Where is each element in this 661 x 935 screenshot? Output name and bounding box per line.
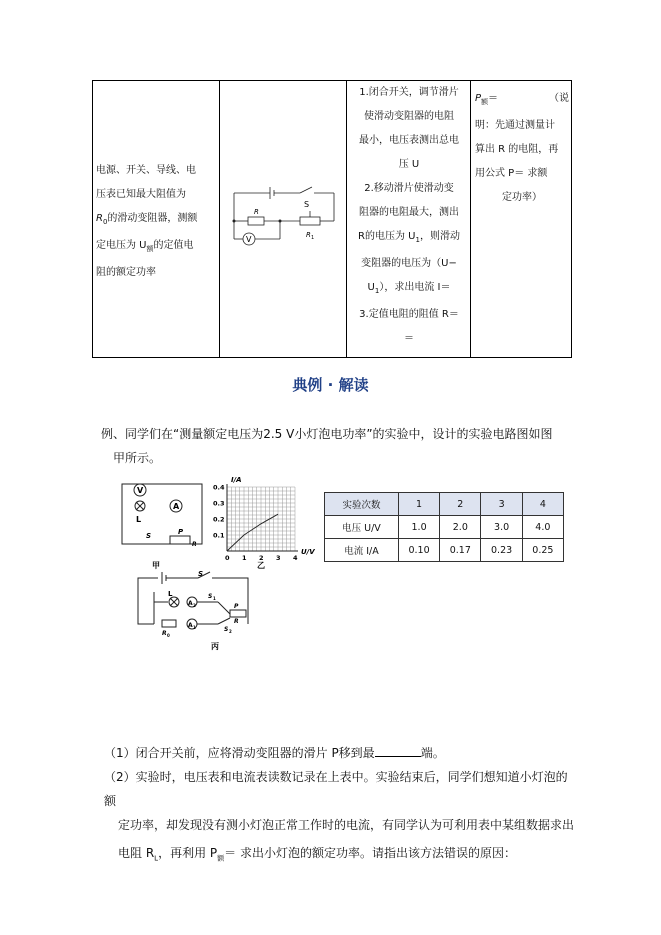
y-tick-label: 0.1 (213, 531, 225, 540)
y-tick-label: 0.2 (213, 515, 225, 524)
table-cell: 1.0 (398, 516, 439, 539)
graph-x-label: U/V (301, 548, 315, 556)
bing-A1-sub: 1 (193, 625, 196, 630)
y-tick-label: 0.3 (213, 499, 225, 508)
equipment-line: 压表已知最大阻值为 (96, 189, 186, 200)
bing-S1: S (208, 593, 213, 600)
figures (118, 474, 323, 654)
step-line: $U_1$），求出电流 I＝ (367, 282, 451, 295)
jia-P: P (178, 528, 184, 536)
switch-label: S (304, 200, 310, 209)
data-table (324, 492, 564, 562)
jia-R: R (192, 541, 197, 548)
bing-A2: A (188, 600, 193, 607)
step-line: R的电压为 $U_1$，则滑动 (358, 231, 460, 244)
bing-S2-sub: 2 (229, 629, 232, 634)
step-line: 阻器的电阻最大，测出 (359, 207, 459, 218)
bing-A1: A (188, 622, 193, 629)
question-1: （1）闭合开关前，应将滑动变阻器的滑片 P移到最 端。 (104, 746, 445, 760)
bing-R: R (234, 618, 239, 625)
x-tick-label: 1 (242, 554, 247, 562)
equipment-line: 电源、开关、导线、电 (96, 165, 196, 176)
step-line: 使滑动变阻器的电阻 (364, 111, 454, 122)
x-tick-label: 0 (225, 554, 230, 562)
rheostat-label: R (306, 231, 311, 239)
jia-S: S (146, 532, 152, 540)
x-tick-label: 4 (293, 554, 298, 562)
table-row (325, 516, 564, 539)
bing-R0: R (162, 630, 167, 637)
method-table (92, 80, 572, 358)
table-cell: 2 (440, 493, 481, 516)
table-cell: 电压 U/V (325, 516, 399, 539)
graph-yi (227, 484, 298, 551)
resistor-label: R (254, 208, 259, 216)
table-cell: 0.10 (398, 539, 439, 562)
formula-line: 定功率） (502, 192, 542, 203)
bing-S2: S (224, 626, 229, 633)
example-text (101, 422, 571, 470)
yi-caption: 乙 (257, 561, 265, 570)
step-line: 2.移动滑片使滑动变 (364, 183, 454, 194)
graph-y-label: I/A (231, 476, 242, 484)
q2-line: 电阻 $R_L$，再利用 $P_额=$ 求出小灯泡的额定功率。请指出该方法错误的原因： (118, 846, 516, 863)
table-cell: 0.17 (440, 539, 481, 562)
answer-blank[interactable] (375, 744, 421, 757)
jia-L: L (136, 515, 142, 524)
table-row (325, 493, 564, 516)
step-line: 1.闭合开关，调节滑片 (359, 87, 459, 98)
jia-caption: 甲 (152, 561, 160, 570)
bing-L: L (168, 590, 173, 598)
table-cell-circuit (220, 81, 347, 357)
step-line: 最小，电压表测出总电 (359, 135, 459, 146)
bing-caption: 丙 (211, 642, 219, 651)
bing-P: P (234, 603, 239, 610)
y-tick-label: 0.4 (213, 483, 225, 492)
rheostat-sub: 1 (311, 235, 315, 241)
example-line: 甲所示。 (113, 451, 162, 465)
circuit-diagram-small (230, 181, 338, 253)
table-cell: 电流 I/A (325, 539, 399, 562)
table-cell: 4 (522, 493, 563, 516)
q2-line: （2）实验时，电压表和电流表读数记录在上表中。实验结束后，同学们想知道小灯泡的额 (104, 770, 568, 808)
table-row (325, 539, 564, 562)
formula-line: $P_额=$ （说 (475, 93, 569, 106)
example-line: 例、同学们在“测量额定电压为2.5 V小灯泡电功率”的实验中，设计的实验电路图如图 (101, 427, 553, 441)
equipment-line: 定电压为 $U_额$的定值电 (96, 240, 194, 253)
step-line: 3.定值电阻的阻值 R＝ (359, 309, 459, 320)
table-cell: 1 (398, 493, 439, 516)
table-cell: 3.0 (481, 516, 522, 539)
circuit-jia (122, 484, 202, 544)
jia-A: A (173, 502, 180, 511)
formula-line: 用公式 P＝ 求额 (475, 168, 548, 179)
formula-line: 算出 R 的电阻，再 (475, 144, 559, 155)
table-cell: 实验次数 (325, 493, 399, 516)
table-cell-formula (471, 81, 573, 357)
bing-S1-sub: 1 (213, 596, 216, 601)
circuit-bing (138, 572, 248, 629)
q2-line: 定功率，却发现没有测小灯泡正常工作时的电流，有同学认为可利用表中某组数据求出 (118, 818, 575, 832)
bing-R0-sub: 0 (167, 633, 170, 638)
step-line: 变阻器的电压为（U− (361, 258, 457, 269)
table-cell: 4.0 (522, 516, 563, 539)
question-2 (104, 765, 574, 870)
table-cell-steps (347, 81, 471, 357)
jia-V: V (137, 486, 144, 495)
x-tick-label: 2 (259, 554, 264, 562)
equipment-line: 阻的额定功率 (96, 267, 156, 278)
section-heading: 典例 · 解读 (292, 376, 369, 394)
table-cell: 0.23 (481, 539, 522, 562)
table-cell: 0.25 (522, 539, 563, 562)
bing-S: S (198, 570, 204, 578)
bing-A2-sub: 2 (193, 603, 196, 608)
table-cell: 3 (481, 493, 522, 516)
table-cell-equipment (93, 81, 220, 357)
equipment-line: $R_0$的滑动变阻器，测额 (96, 213, 198, 226)
table-cell: 2.0 (440, 516, 481, 539)
x-tick-label: 3 (276, 554, 281, 562)
voltmeter-label: V (246, 235, 252, 244)
formula-line: 明：先通过测量计 (475, 120, 555, 131)
step-line: 压 U (398, 159, 420, 170)
step-line: ＝ (404, 333, 414, 344)
